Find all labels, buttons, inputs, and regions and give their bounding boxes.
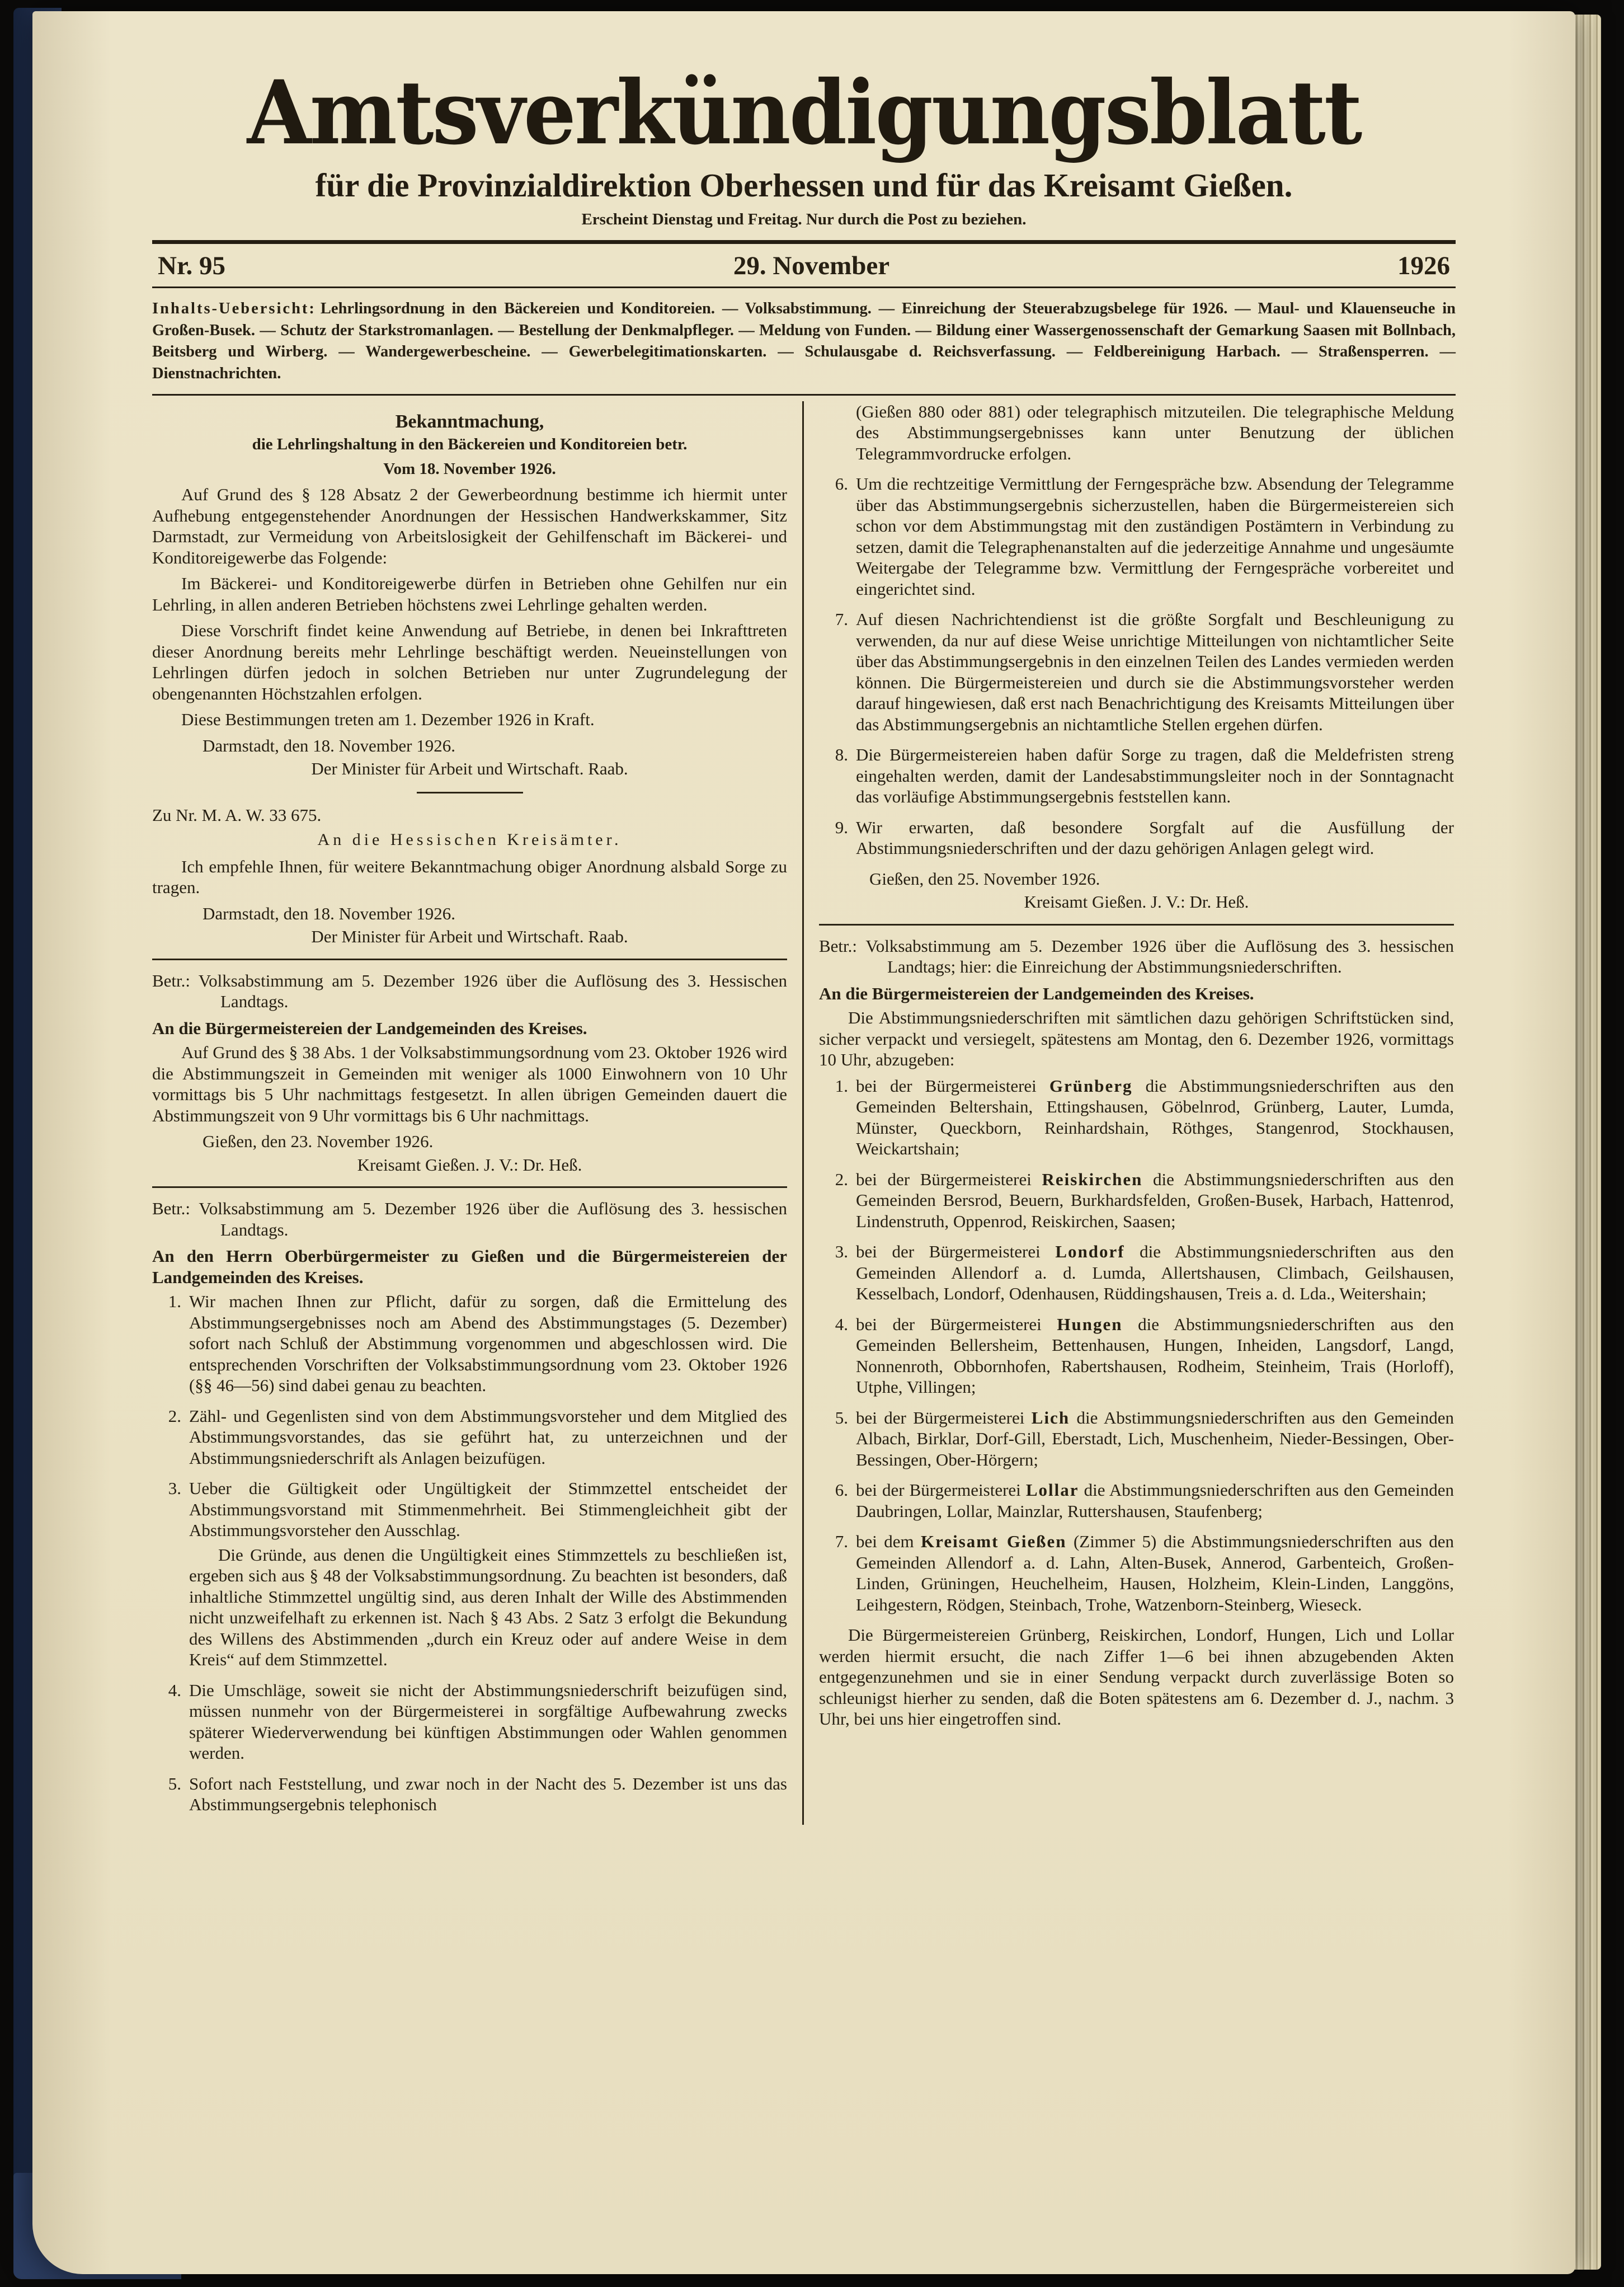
item-rest: (Zimmer 5) die Abstimmungsniederschriften aus den Gemeinden Allendorf a. d. Lahn, Alten-Busek, Annerod, Garbenteich, Großen-Linden, Grüningen, Heuchelheim, Hausen, Holzheim, Klein-Linden, Langgöns, Leihgestern, Rödgen, Steinbach, Trohe, Watzenborn-Steinberg, Wieseck. <box>856 1532 1454 1614</box>
list-item <box>819 1407 1454 1474</box>
item-number: 1. <box>168 1292 181 1312</box>
place-date-line: Gießen, den 23. November 1926. <box>203 1131 434 1152</box>
item-text: Auf diesen Nachrichtendienst ist die größte Sorgfalt und Beschleunigung zu verwenden, da nur auf diese Weise unrichtige Mitteilungen von nichtamtlicher Seite über das Abstimmungsergebnis in den einzelnen Teilen des Landes vermieden werden können. Die Bürgermeistereien und durch sie die Abstimmungsvorsteher werden darauf hingewiesen, daß erst nach Benachrichtigung des Kreisamts Mitteilungen über das Abstimmungsergebnis an nichtamtliche Stellen ergehen dürfen. <box>856 609 1454 734</box>
notice-referendum-instructions <box>152 1198 787 1819</box>
paragraph: Im Bäckerei- und Konditoreigewerbe dürfen in Betrieben ohne Gehilfen nur ein Lehrling, in allen anderen Betrieben höchstens zwei Lehrlinge gehalten werden. <box>152 574 787 614</box>
item-text: Die Umschläge, soweit sie nicht der Abstimmungsniederschrift beizufügen sind, müssen nunmehr von der Bürgermeisterei in sorgfältige Aufbewahrung zwecks späterer Wiederverwendung bei künftigen Abstimmungen oder Wahlen genommen werden. <box>189 1680 787 1763</box>
signature-line: Der Minister für Arbeit und Wirtschaft. Raab. <box>311 759 628 779</box>
subject-line: Betr.: Volksabstimmung am 5. Dezember 1926 über die Auflösung des 3. hessischen Landtags. <box>152 1199 787 1239</box>
item-text: Zähl- und Gegenlisten sind von dem Abstimmungsvorsteher und dem Mitglied des Abstimmungsvorstandes, das sie geführt hat, zu unterzeichnen und der Abstimmungsniederschrift als Anlagen beizufügen. <box>189 1406 787 1468</box>
list-item <box>819 817 1454 862</box>
paragraph: Auf Grund des § 128 Absatz 2 der Gewerbeordnung bestimme ich hiermit unter Aufhebung entgegenstehender Anordnungen der Hessischen Handwerkskammer, Sitz Darmstadt, zur Vermeidung von Arbeitslosigkeit der Gehilfenschaft im Bäckerei- und Konditoreigewerbe das Folgende: <box>152 485 787 567</box>
paragraph: Diese Bestimmungen treten am 1. Dezember 1926 in Kraft. <box>181 710 595 730</box>
paragraph: Die Abstimmungsniederschriften mit sämtlichen dazu gehörigen Schriftstücken sind, sicher verpackt und versiegelt, spätestens am Montag, den 6. Dezember 1926, vormittags 10 Uhr, abzugeben: <box>819 1008 1454 1070</box>
address-line: An die Bürgermeistereien der Landgemeinden des Kreises. <box>819 983 1254 1003</box>
list-item <box>152 1406 787 1472</box>
list-item-continuation <box>819 401 1454 468</box>
item-rest: die Abstimmungsniederschriften aus den Gemeinden Beltershain, Ettingshausen, Göbelnrod, Grünberg, Lauter, Lumda, Münster, Queckborn, Reinhardshain, Röthges, Stangenrod, Stockhausen, Weickartshain; <box>856 1076 1454 1159</box>
notice-submission-of-records <box>819 936 1454 1730</box>
list-item <box>819 744 1454 811</box>
municipality-name: Grünberg <box>1049 1076 1133 1096</box>
list-item <box>819 1241 1454 1308</box>
left-column <box>152 401 787 1825</box>
item-number: 8. <box>835 745 848 765</box>
paragraph: Ich empfehle Ihnen, für weitere Bekanntmachung obiger Anordnung alsbald Sorge zu tragen. <box>152 856 787 898</box>
page-content <box>152 11 1456 1825</box>
article-columns <box>152 401 1456 1825</box>
item-text: (Gießen 880 oder 881) oder telegraphisch mitzuteilen. Die telegraphische Meldung des Abstimmungsergebnisses kann unter Benutzung der üblichen Telegrammvordrucke erfolgen. <box>856 401 1454 463</box>
masthead <box>152 60 1456 396</box>
notice-circular <box>152 805 787 947</box>
item-text <box>856 1407 1454 1471</box>
item-text: Wir erwarten, daß besondere Sorgfalt auf die Ausfüllung der Abstimmungsniederschriften und der dazu gehörigen Anlagen gelegt wird. <box>856 817 1454 858</box>
issue-year: 1926 <box>1397 251 1450 280</box>
page-edges <box>1573 15 1601 2270</box>
item-rest: die Abstimmungsniederschriften aus den Gemeinden Bellersheim, Bettenhausen, Hungen, Inheiden, Langsdorf, Langd, Nonnenroth, Obbornhofen, Rabertshausen, Rodheim, Steinheim, Trais (Horloff), Utphe, Villingen; <box>856 1314 1454 1397</box>
list-item <box>152 1478 787 1674</box>
subject-line: Betr.: Volksabstimmung am 5. Dezember 1926 über die Auflösung des 3. Hessischen Landtags. <box>152 970 787 1012</box>
item-number: 3. <box>835 1242 848 1262</box>
short-divider <box>417 792 523 793</box>
item-number: 7. <box>835 1532 848 1552</box>
item-prefix: bei der Bürgermeisterei <box>856 1480 1021 1500</box>
toc-rule <box>152 394 1456 396</box>
signature-line: Kreisamt Gießen. J. V.: Dr. Heß. <box>357 1154 582 1175</box>
item-text: Die Gründe, aus denen die Ungültigkeit eines Stimmzettels zu beschließen ist, ergeben sich aus § 48 der Volksabstimmungsordnung. Zu beachten ist besonders, daß inhaltliche Stimmzettel ungültig sind, aus deren Inhalt der Wille des Abstimmenden nicht unzweifelhaft zu erkennen ist. Nach § 43 Abs. 2 Satz 3 erfolgt die Bekundung des Willens des Abstimmenden „durch ein Kreuz oder auf andere Weise in dem Kreis“ auf dem Stimmzettel. <box>189 1544 787 1670</box>
notice-subtitle: die Lehrlingshaltung in den Bäckereien und Konditoreien betr. <box>252 435 688 453</box>
municipality-name: Reiskirchen <box>1042 1169 1143 1189</box>
notice-date-heading: Vom 18. November 1926. <box>383 460 556 478</box>
place-date-line: Darmstadt, den 18. November 1926. <box>203 735 455 755</box>
item-text <box>856 1531 1454 1615</box>
instruction-list <box>152 1291 787 1819</box>
item-text: Um die rechtzeitige Vermittlung der Ferngespräche bzw. Absendung der Telegramme über das Abstimmungsergebnis sicherzustellen, haben die Bürgermeistereien sich schon vor dem Abstimmungstag mit den zuständigen Postämtern in Verbindung zu setzen, damit die Telegraphenanstalten auf die jederzeitige Annahme und ungesäumte Weitergabe der Telegramme bzw. Vermittlung der Ferngespräche vorbereitet und eingerichtet sind. <box>856 474 1454 599</box>
item-number: 3. <box>168 1478 181 1499</box>
issue-number: Nr. 95 <box>158 251 225 280</box>
notice-referendum-instructions-continued <box>819 401 1454 913</box>
item-number <box>819 401 856 468</box>
item-number: 6. <box>835 474 848 494</box>
signature-line: Kreisamt Gießen. J. V.: Dr. Heß. <box>1024 892 1249 912</box>
publication-schedule: Erscheint Dienstag und Freitag. Nur durch die Post zu beziehen. <box>581 210 1027 228</box>
item-number: 2. <box>835 1169 848 1189</box>
item-number: 6. <box>835 1480 848 1500</box>
list-item <box>819 1076 1454 1163</box>
item-text <box>856 1480 1454 1521</box>
column-divider-rule <box>819 924 1454 926</box>
list-item <box>819 1480 1454 1525</box>
issue-line <box>152 244 1456 287</box>
contents-label: Inhalts-Uebersicht: <box>152 299 316 317</box>
item-prefix: bei der Bürgermeisterei <box>856 1314 1042 1334</box>
list-item <box>152 1291 787 1400</box>
subject-line: Betr.: Volksabstimmung am 5. Dezember 1926 über die Auflösung des 3. hessischen Landtags; hier: die Einreichung der Abstimmungsniederschriften. <box>819 936 1454 977</box>
list-item <box>819 1531 1454 1618</box>
newspaper-title: Amtsverkündigungsblatt <box>247 60 1361 165</box>
list-item <box>819 1169 1454 1236</box>
address-line: An den Herrn Oberbürgermeister zu Gießen und die Bürgermeistereien der Landgemeinden des Kreises. <box>152 1246 787 1287</box>
item-text <box>856 1314 1454 1398</box>
item-rest: die Abstimmungsniederschriften aus den Gemeinden Daubringen, Lollar, Mainzlar, Ruttershausen, Staufenberg; <box>856 1480 1454 1521</box>
notice-apprentices <box>152 410 787 779</box>
place-date-line: Gießen, den 25. November 1926. <box>869 868 1100 889</box>
masthead-rule-bottom <box>152 287 1456 288</box>
item-number: 1. <box>835 1076 848 1096</box>
place-date-line: Darmstadt, den 18. November 1926. <box>203 903 455 923</box>
municipality-name: Lich <box>1031 1407 1070 1427</box>
list-item <box>819 609 1454 738</box>
item-text: Sofort nach Feststellung, und zwar noch in der Nacht des 5. Dezember ist uns das Abstimmungsergebnis telephonisch <box>189 1773 787 1815</box>
column-divider-rule <box>152 959 787 960</box>
item-number: 4. <box>168 1680 181 1700</box>
masthead-rule-top <box>152 240 1456 244</box>
list-item <box>152 1773 787 1819</box>
item-prefix: bei der Bürgermeisterei <box>856 1169 1032 1189</box>
closing-paragraph: Die Bürgermeistereien Grünberg, Reiskirchen, Londorf, Hungen, Lich und Lollar werden hiermit ersucht, die nach Ziffer 1—6 bei ihnen abzugebenden Akten entgegenzunehmen und sie in einer Sendung verpackt durch zuverlässige Boten so schleunigst hierher zu senden, daß die Boten spätestens am 6. Dezember d. J., nachm. 3 Uhr, bei uns hier eingetroffen sind. <box>819 1625 1454 1729</box>
item-text <box>856 1169 1454 1232</box>
item-text <box>856 1241 1454 1304</box>
notice-title: Bekanntmachung, <box>395 411 544 432</box>
municipality-name: Lollar <box>1025 1480 1079 1500</box>
item-number: 9. <box>835 817 848 837</box>
newspaper-subtitle: für die Provinzialdirektion Oberhessen und für das Kreisamt Gießen. <box>315 166 1293 204</box>
municipality-name: Londorf <box>1055 1242 1125 1262</box>
item-text: Ueber die Gültigkeit oder Ungültigkeit der Stimmzettel entscheidet der Abstimmungsvorstand mit Stimmenmehrheit. Bei Stimmengleichheit gibt der Abstimmungsvorsteher den Ausschlag. <box>189 1478 787 1541</box>
item-number: 5. <box>168 1773 181 1793</box>
submission-list <box>819 1076 1454 1619</box>
municipality-name: Kreisamt Gießen <box>921 1532 1067 1552</box>
item-prefix: bei der Bürgermeisterei <box>856 1076 1037 1096</box>
municipality-name: Hungen <box>1057 1314 1123 1334</box>
item-number: 7. <box>835 609 848 630</box>
column-rule <box>802 401 804 1825</box>
item-number: 2. <box>168 1406 181 1426</box>
item-prefix: bei dem <box>856 1532 914 1552</box>
item-rest: die Abstimmungsniederschriften aus den Gemeinden Bersrod, Beuern, Burkhardsfelden, Großen-Busek, Harbach, Hattenrod, Lindenstruth, Oppenrod, Reiskirchen, Saasen; <box>856 1169 1454 1231</box>
item-number: 5. <box>835 1407 848 1427</box>
signature-line: Der Minister für Arbeit und Wirtschaft. Raab. <box>311 927 628 947</box>
newspaper-page <box>32 11 1575 2274</box>
column-divider-rule <box>152 1186 787 1188</box>
item-text: Wir machen Ihnen zur Pflicht, dafür zu sorgen, daß die Ermittelung des Abstimmungsergebnisses noch am Abend des Abstimmungstages (5. Dezember) sofort nach Schluß der Abstimmung vorgenommen und abgeschlossen wird. Die entsprechenden Vorschriften der Volksabstimmungsordnung vom 23. Oktober 1926 (§§ 46—56) sind dabei genau zu beachten. <box>189 1292 787 1396</box>
notice-voting-times <box>152 970 787 1176</box>
list-item <box>152 1680 787 1767</box>
issue-date: 29. November <box>733 251 890 280</box>
reference-number: Zu Nr. M. A. W. 33 675. <box>152 805 322 825</box>
address-line: An die Bürgermeistereien der Landgemeinden des Kreises. <box>152 1018 587 1038</box>
instruction-list <box>819 473 1454 862</box>
contents-text: Lehrlingsordnung in den Bäckereien und Konditoreien. — Volksabstimmung. — Einreichung der Steuerabzugsbelege für 1926. — Maul- und Klauenseuche in Großen-Busek. — Schutz der Starkstromanlagen. — Bestellung der Denkmalpfleger. — Meldung von Funden. — Bildung einer Wassergenossenschaft der Gemarkung Saasen mit Bollnbach, Beitsberg und Wirberg. — Wandergewerbescheine. — Gewerbelegitimationskarten. — Schulausgabe d. Reichsverfassung. — Feldbereinigung Harbach. — Straßensperren. — Dienstnachrichten. <box>152 299 1456 383</box>
item-text <box>856 1076 1454 1159</box>
paragraph: Diese Vorschrift findet keine Anwendung auf Betriebe, in denen bei Inkrafttreten dieser Anordnung bereits mehr Lehrlinge beschäftigt werden. Neueinstellungen von Lehrlingen dürfen jedoch in solchen Betrieben nur unter Zugrundelegung der obengenannten Höchstzahlen erfolgen. <box>152 621 787 703</box>
item-prefix: bei der Bürgermeisterei <box>856 1242 1041 1262</box>
right-column <box>819 401 1454 1825</box>
item-text: Die Bürgermeistereien haben dafür Sorge zu tragen, daß die Meldefristen streng eingehalten werden, damit der Landesabstimmungsleiter noch in der Sonntagnacht das vorläufige Abstimmungsergebnis feststellen kann. <box>856 745 1454 807</box>
item-number: 4. <box>835 1314 848 1334</box>
item-rest: die Abstimmungsniederschriften aus den Gemeinden Albach, Birklar, Dorf-Gill, Eberstadt, Lich, Muschenheim, Nieder-Bessingen, Ober-Bessingen, Ober-Hörgern; <box>856 1407 1454 1469</box>
list-item <box>819 473 1454 603</box>
list-item <box>819 1314 1454 1401</box>
address-line: An die Hessischen Kreisämter. <box>317 830 622 849</box>
item-rest: die Abstimmungsniederschriften aus den Gemeinden Allendorf a. d. Lumda, Allertshausen, Climbach, Geilshausen, Kesselbach, Londorf, Odenhausen, Rüddingshausen, Treis a. d. Lda., Weitershain; <box>856 1242 1454 1304</box>
paragraph: Auf Grund des § 38 Abs. 1 der Volksabstimmungsordnung vom 23. Oktober 1926 wird die Abstimmungszeit in Gemeinden mit weniger als 1000 Einwohnern von 10 Uhr vormittags bis 5 Uhr nachmittags festgesetzt. In allen übrigen Gemeinden dauert die Abstimmungszeit von 9 Uhr vormittags bis 6 Uhr nachmittags. <box>152 1042 787 1125</box>
item-prefix: bei der Bürgermeisterei <box>856 1407 1025 1427</box>
contents-overview <box>152 298 1456 385</box>
